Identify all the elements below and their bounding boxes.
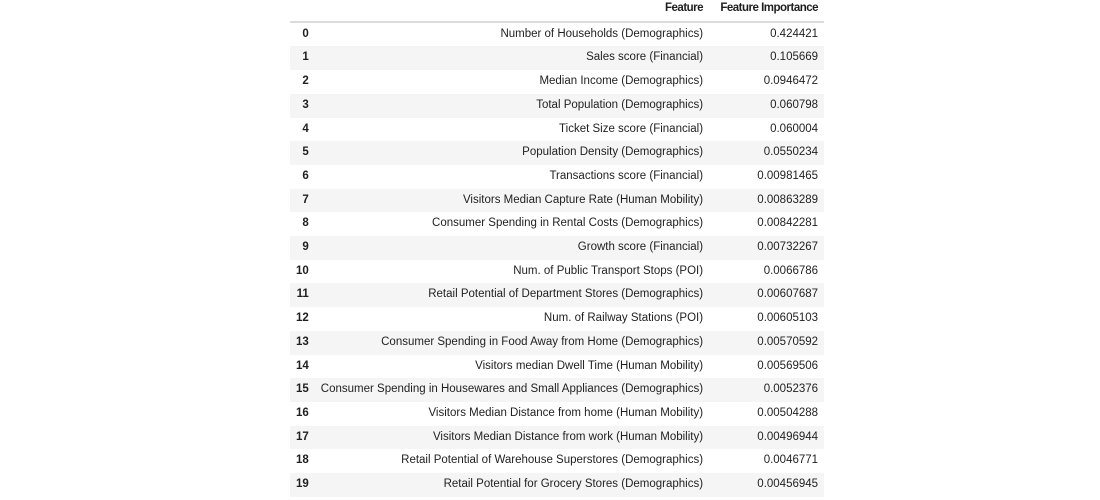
table-row	[290, 378, 824, 402]
feature-cell: Ticket Size score (Financial)	[559, 122, 704, 135]
row-index-cell: 16	[296, 406, 309, 419]
feature-cell: Retail Potential of Department Stores (Demographics)	[428, 288, 704, 301]
importance-cell: 0.00842281	[757, 217, 819, 230]
importance-cell: 0.060004	[770, 122, 819, 135]
table-header	[290, 0, 824, 22]
feature-cell: Retail Potential for Grocery Stores (Demographics)	[443, 478, 704, 491]
importance-cell: 0.0946472	[763, 75, 819, 88]
table-row	[290, 70, 824, 94]
row-index-cell: 19	[296, 478, 309, 491]
row-index-cell: 2	[302, 75, 309, 88]
feature-cell: Visitors median Dwell Time (Human Mobility)	[475, 359, 704, 372]
table-row	[290, 402, 824, 426]
row-index-cell: 5	[302, 146, 309, 159]
importance-cell: 0.00570592	[757, 335, 819, 348]
feature-cell: Consumer Spending in Food Away from Home (Demographics)	[381, 335, 704, 348]
row-index-cell: 8	[302, 217, 309, 230]
table-row	[290, 473, 824, 497]
table-row	[290, 355, 824, 379]
table-body	[290, 22, 824, 497]
feature-importance-table	[290, 0, 824, 497]
table-row	[290, 189, 824, 213]
table-row	[290, 283, 824, 307]
row-index-cell: 17	[296, 430, 309, 443]
table-row	[290, 94, 824, 118]
feature-cell: Median Income (Demographics)	[539, 75, 704, 88]
table-row	[290, 260, 824, 284]
table-row	[290, 449, 824, 473]
table-row	[290, 236, 824, 260]
table-row	[290, 331, 824, 355]
row-index-cell: 3	[302, 98, 309, 111]
importance-cell: 0.00569506	[757, 359, 819, 372]
importance-cell: 0.00496944	[757, 430, 819, 443]
importance-column-header: Feature Importance	[709, 0, 824, 22]
feature-cell: Sales score (Financial)	[586, 51, 704, 64]
feature-cell: Num. of Railway Stations (POI)	[543, 312, 704, 325]
table-row	[290, 165, 824, 189]
importance-cell: 0.00456945	[757, 478, 819, 491]
importance-cell: 0.105669	[770, 51, 819, 64]
feature-cell: Consumer Spending in Rental Costs (Demographics)	[432, 217, 704, 230]
importance-cell: 0.424421	[770, 27, 819, 40]
feature-cell: Total Population (Demographics)	[536, 98, 704, 111]
feature-cell: Transactions score (Financial)	[549, 169, 704, 182]
row-index-cell: 18	[296, 454, 309, 467]
row-index-cell: 15	[296, 383, 309, 396]
feature-cell: Growth score (Financial)	[577, 241, 704, 254]
feature-cell: Consumer Spending in Housewares and Small Appliances (Demographics)	[320, 383, 704, 396]
row-index-cell: 11	[296, 288, 309, 301]
row-index-cell: 4	[302, 122, 309, 135]
index-column-header	[290, 0, 315, 22]
feature-cell: Visitors Median Distance from work (Human Mobility)	[432, 430, 704, 443]
row-index-cell: 10	[296, 264, 309, 277]
importance-cell: 0.00981465	[757, 169, 819, 182]
importance-cell: 0.00607687	[757, 288, 819, 301]
importance-cell: 0.0550234	[763, 146, 819, 159]
table-row	[290, 212, 824, 236]
importance-cell: 0.0046771	[763, 454, 819, 467]
row-index-cell: 13	[296, 335, 309, 348]
importance-cell: 0.00863289	[757, 193, 819, 206]
table-row	[290, 307, 824, 331]
importance-cell: 0.00605103	[757, 312, 819, 325]
row-index-cell: 1	[302, 51, 309, 64]
row-index-cell: 7	[302, 193, 309, 206]
feature-cell: Population Density (Demographics)	[522, 146, 704, 159]
table-row	[290, 46, 824, 70]
importance-cell: 0.00504288	[757, 406, 819, 419]
importance-cell: 0.060798	[770, 98, 819, 111]
feature-cell: Visitors Median Capture Rate (Human Mobility)	[462, 193, 704, 206]
table-row	[290, 141, 824, 165]
importance-cell: 0.00732267	[757, 241, 819, 254]
feature-column-header: Feature	[315, 0, 709, 22]
header-row	[290, 0, 824, 22]
importance-cell: 0.0066786	[763, 264, 819, 277]
row-index-cell: 12	[296, 312, 309, 325]
table-row	[290, 426, 824, 450]
feature-cell: Retail Potential of Warehouse Superstores (Demographics)	[401, 454, 704, 467]
feature-cell: Num. of Public Transport Stops (POI)	[513, 264, 704, 277]
feature-cell: Visitors Median Distance from home (Human Mobility)	[428, 406, 704, 419]
importance-cell: 0.0052376	[763, 383, 819, 396]
table-row	[290, 22, 824, 47]
row-index-cell: 6	[302, 169, 309, 182]
row-index-cell: 0	[302, 27, 309, 40]
row-index-cell: 9	[302, 241, 309, 254]
feature-cell: Number of Households (Demographics)	[500, 27, 704, 40]
table-row	[290, 118, 824, 142]
row-index-cell: 14	[296, 359, 309, 372]
